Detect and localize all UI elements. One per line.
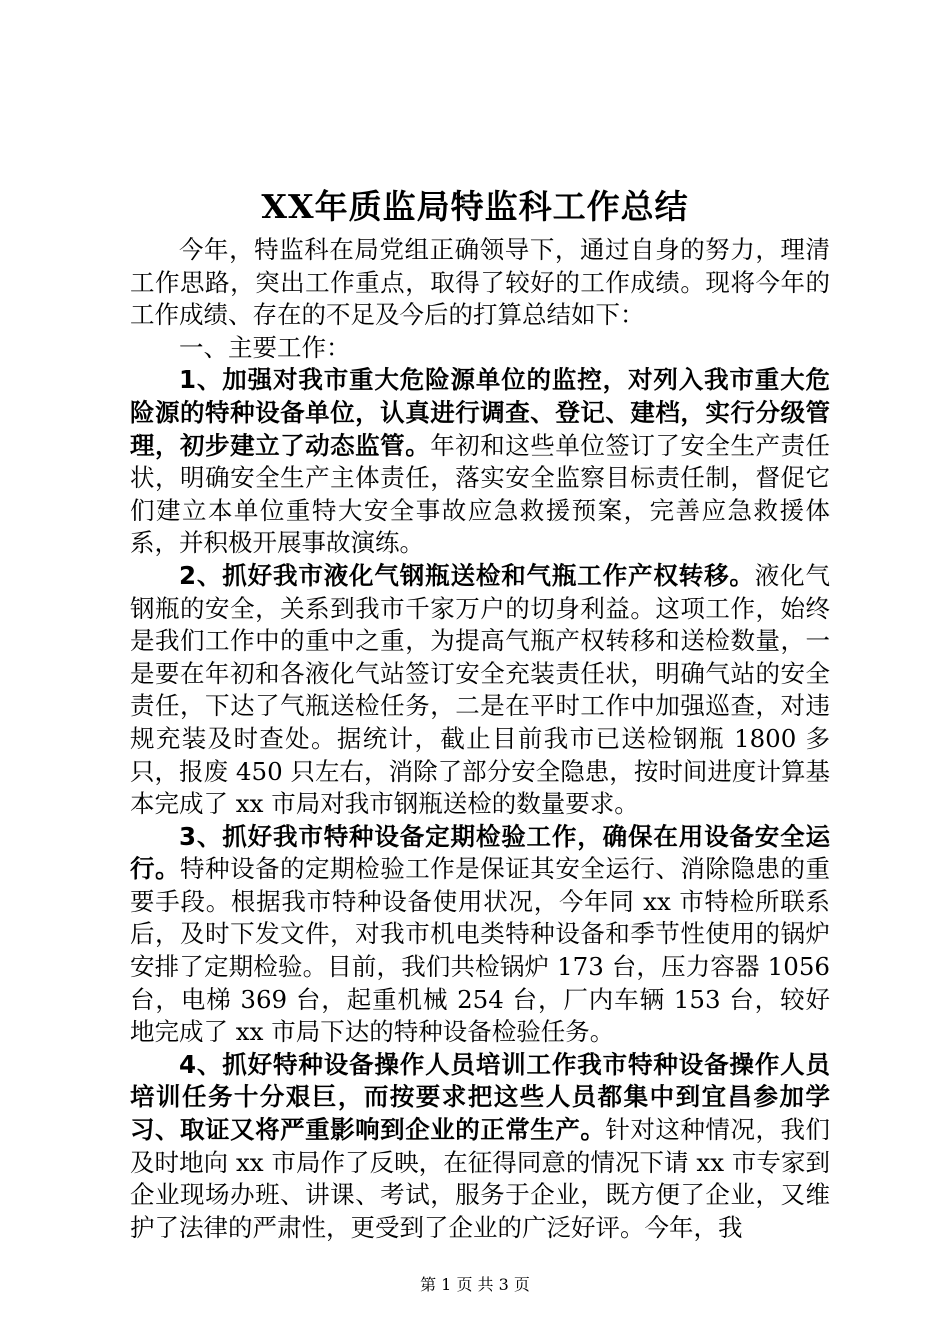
section-heading: 一、主要工作：	[179, 332, 351, 362]
item-paragraph-1	[130, 364, 830, 560]
page-indicator: 第 1 页 共 3 页	[420, 1275, 530, 1294]
item-lead-4: 4、抓好特种设备操作人员培训工作我市特种设备操作人员培训任务十分艰巨，而按要求把这些人员都集中到宜昌参加学习、取证又将严重影响到企业的正常生产。	[130, 1049, 830, 1145]
item-lead-3: 3、抓好我市特种设备定期检验工作，确保在用设备安全运行。	[130, 821, 830, 884]
intro-paragraph: 今年，特监科在局党组正确领导下，通过自身的努力，理清工作思路，突出工作重点，取得了较好的工作成绩。现将今年的工作成绩、存在的不足及今后的打算总结如下：	[130, 235, 830, 330]
item-lead-2: 2、抓好我市液化气钢瓶送检和气瓶工作产权转移。	[179, 560, 755, 590]
document-title: XX年质监局特监科工作总结	[261, 187, 689, 226]
item-paragraph-3	[130, 821, 830, 1049]
item-text-3: 特种设备的定期检验工作是保证其安全运行、消除隐患的重要手段。根据我市特种设备使用状况，今年同 xx 市特检所联系后，及时下发文件，对我市机电类特种设备和季节性使用的锅炉安排了定期检验。目前，我们共检锅炉 173 台，压力容器 1056 台，电梯 369 台，起重机械 254 台，厂内车辆 153 台，较好地完成了 xx 市局下达的特种设备检验任务。	[130, 854, 831, 1047]
item-text-2: 液化气钢瓶的安全，关系到我市千家万户的切身利益。这项工作，始终是我们工作中的重中之重，为提高气瓶产权转移和送检数量，一是要在年初和各液化气站签订安全充装责任状，明确气站的安全责任，下达了气瓶送检任务，二是在平时工作中加强巡查，对违规充装及时查处。据统计，截止目前我市已送检钢瓶 1800 多只，报废 450 只左右，消除了部分安全隐患，按时间进度计算基本完成了 xx 市局对我市钢瓶送检的数量要求。	[130, 560, 831, 819]
item-paragraph-2	[130, 560, 830, 821]
document-body	[130, 234, 830, 1244]
item-lead-1: 1、加强对我市重大危险源单位的监控，对列入我市重大危险源的特种设备单位，认真进行调查、登记、建档，实行分级管理，初步建立了动态监管。	[130, 365, 830, 460]
item-paragraph-4	[130, 1049, 830, 1245]
item-text-1: 年初和这些单位签订了安全生产责任状，明确安全生产主体责任，落实安全监察目标责任制，督促它们建立本单位重特大安全事故应急救援预案，完善应急救援体系，并积极开展事故演练。	[130, 430, 831, 558]
item-text-4: 针对这种情况，我们及时地向 xx 市局作了反映，在征得同意的情况下请 xx 市专家到企业现场办班、讲课、考试，服务于企业，既方便了企业，又维护了法律的严肃性，更受到了企业的广泛好评。今年，我	[130, 1115, 831, 1242]
